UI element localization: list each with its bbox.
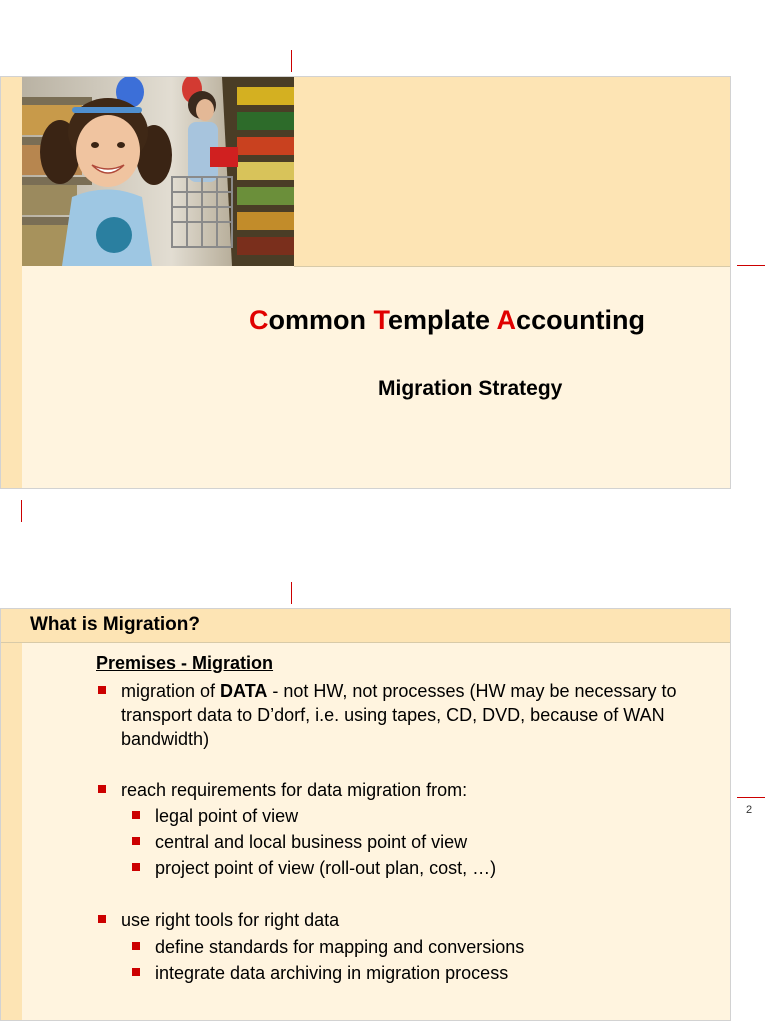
- list-item: reach requirements for data migration from:: [121, 780, 468, 800]
- slide-title: [249, 305, 645, 336]
- bullet-square-icon: [132, 968, 140, 976]
- bullet-square-icon: [98, 785, 106, 793]
- sub-list-item: central and local business point of view: [155, 832, 468, 852]
- bullet-square-icon: [132, 811, 140, 819]
- sub-list-item: legal point of view: [155, 806, 299, 826]
- girl-in-supermarket-photo-icon: [22, 77, 294, 266]
- premises-heading: Premises - Migration: [96, 653, 274, 673]
- sub-list-item: project point of view (roll-out plan, cost, …): [155, 858, 497, 878]
- bullet-square-icon: [98, 686, 106, 694]
- bullet-square-icon: [132, 942, 140, 950]
- bullet-square-icon: [132, 863, 140, 871]
- crop-mark: [737, 265, 765, 266]
- bullet-square-icon: [98, 915, 106, 923]
- title-word-accounting: ccounting: [516, 305, 646, 335]
- supermarket-photo: [22, 77, 294, 266]
- list-item-text: - not HW, not processes (HW may be necessary to transport data to D’dorf, i.e. using tapes, CD, DVD, because of WAN bandwidth): [121, 681, 677, 749]
- slide-header-band: [1, 609, 730, 643]
- title-letter-a: A: [496, 305, 517, 335]
- title-word-template: emplate: [388, 305, 497, 335]
- left-accent-band: [1, 609, 22, 1020]
- sub-list-item: define standards for mapping and conversions: [155, 937, 525, 957]
- sub-list-item: integrate data archiving in migration process: [155, 963, 509, 983]
- list-item: [121, 679, 741, 751]
- crop-mark: [21, 500, 22, 522]
- title-word-common: ommon: [268, 305, 374, 335]
- left-accent-band: [1, 77, 22, 488]
- slide-subtitle: Migration Strategy: [378, 377, 563, 400]
- title-slide: [0, 76, 731, 489]
- list-item: use right tools for right data: [121, 910, 340, 930]
- list-item-emphasis: DATA: [220, 681, 268, 701]
- page-number: 2: [746, 804, 753, 816]
- content-slide: [0, 608, 731, 1021]
- slide-heading: What is Migration?: [30, 614, 200, 635]
- header-band: [294, 77, 730, 267]
- title-letter-t: T: [373, 305, 388, 335]
- crop-mark: [737, 797, 765, 798]
- title-letter-c: C: [249, 305, 269, 335]
- list-item-text: migration of: [121, 681, 221, 701]
- bullet-square-icon: [132, 837, 140, 845]
- crop-mark: [291, 50, 292, 72]
- crop-mark: [291, 582, 292, 604]
